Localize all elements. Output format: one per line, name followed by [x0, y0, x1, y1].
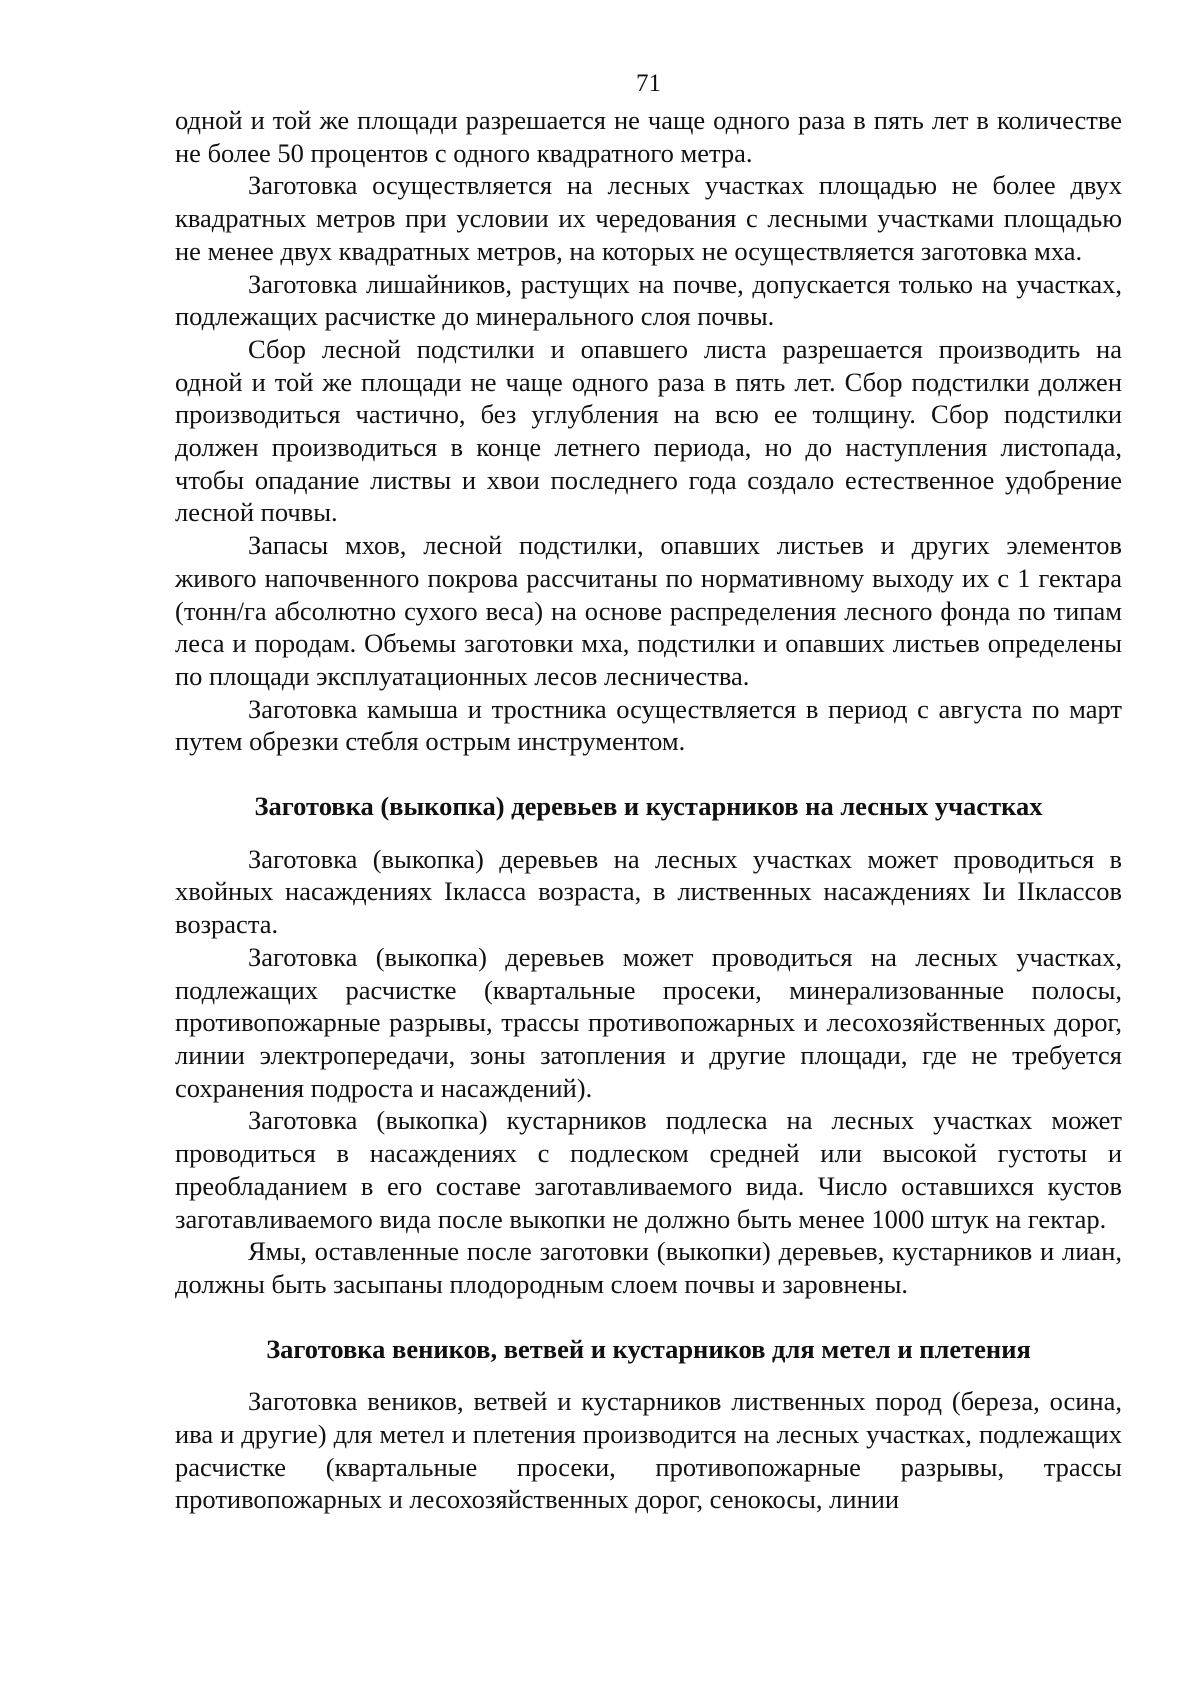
paragraph: Сбор лесной подстилки и опавшего листа разрешается производить на одной и той же площади не чаще одного раза в пять лет. Сбор подстилки должен производиться частично, без углубления на всю ее толщину. Сбор подстилки должен производиться в конце летнего периода, но до наступления листопада, чтобы опадание листвы и хвои последнего года создало естественное удобрение лесной почвы. — [175, 333, 1122, 528]
spacer — [175, 823, 1122, 843]
paragraph: Заготовка лишайников, растущих на почве, допускается только на участках, подлежащих расчистке до минерального слоя почвы. — [175, 268, 1122, 332]
paragraph: Заготовка веников, ветвей и кустарников лиственных пород (береза, осина, ива и другие) для метел и плетения производится на лесных участках, подлежащих расчистке (квартальные просеки, противопожарные разрывы, трассы противопожарных и лесохозяйственных дорог, сенокосы, линии — [175, 1386, 1122, 1515]
paragraph: Заготовка (выкопка) деревьев на лесных участках может проводиться в хвойных насаждениях Iкласса возраста, в лиственных насаждениях Iи IIклассов возраста. — [175, 843, 1122, 940]
paragraph: Заготовка (выкопка) деревьев может проводиться на лесных участках, подлежащих расчистке (квартальные просеки, минерализованные полосы, противопожарные разрывы, трассы противопожарных и лесохозяйственных дорог, линии электропередачи, зоны затопления и другие площади, где не требуется сохранения подроста и насаждений). — [175, 941, 1122, 1103]
document-page — [175, 64, 1122, 1516]
paragraph: Запасы мхов, лесной подстилки, опавших листьев и других элементов живого напочвенного покрова рассчитаны по нормативному выходу их с 1 гектара (тонн/га абсолютно сухого веса) на основе распределения лесного фонда по типам леса и породам. Объемы заготовки мха, подстилки и опавших листьев определены по площади эксплуатационных лесов лесничества. — [175, 530, 1122, 691]
section-heading-brooms-branches: Заготовка веников, ветвей и кустарников для метел и плетения — [266, 1333, 1031, 1364]
paragraph: Заготовка (выкопка) кустарников подлеска на лесных участках может проводиться в насаждениях с подлеском средней или высокой густоты и преобладанием в его составе заготавливаемого вида. Число оставшихся кустов заготавливаемого вида после выкопки не должно быть менее 1000 штук на гектар. — [175, 1105, 1122, 1234]
page-number: 71 — [636, 70, 661, 97]
spacer — [175, 758, 1122, 790]
paragraph: Заготовка осуществляется на лесных участках площадью не более двух квадратных метров при условии их чередования с лесными участками площадью не менее двух квадратных метров, на которых не осуществляется заготовка мха. — [175, 170, 1122, 266]
paragraph: Заготовка камыша и тростника осуществляется в период с августа по март путем обрезки стебля острым инструментом. — [175, 693, 1122, 757]
spacer — [175, 1365, 1122, 1385]
paragraph-continuation: одной и той же площади разрешается не чаще одного раза в пять лет в количестве не более 50 процентов с одного квадратного метра. — [175, 105, 1122, 168]
paragraph: Ямы, оставленные после заготовки (выкопки) деревьев, кустарников и лиан, должны быть засыпаны плодородным слоем почвы и заровнены. — [175, 1236, 1122, 1299]
spacer — [175, 1301, 1122, 1333]
section-heading-trees-shrubs: Заготовка (выкопка) деревьев и кустарников на лесных участках — [254, 791, 1043, 822]
